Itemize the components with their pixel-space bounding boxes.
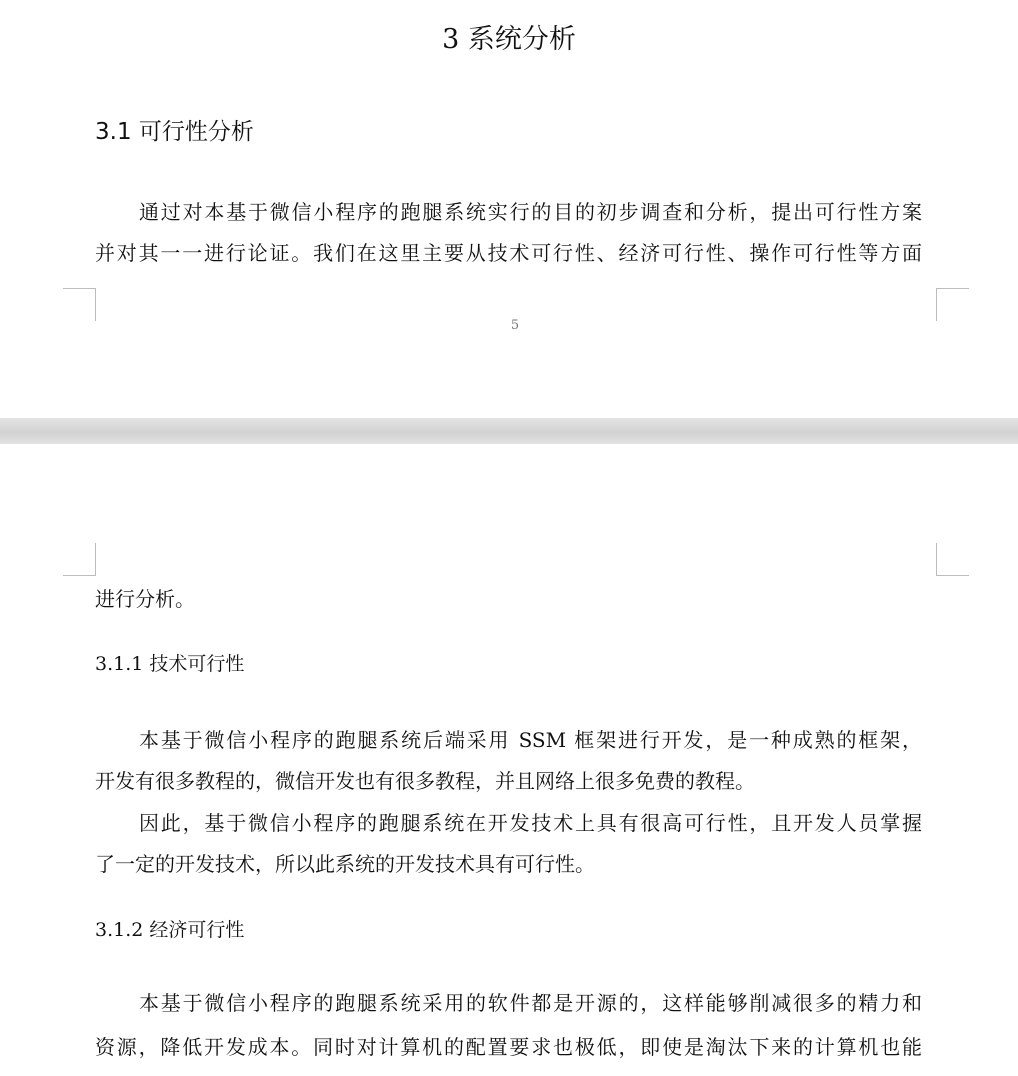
- paragraph-line: 通过对本基于微信小程序的跑腿系统实行的目的初步调查和分析，提出可行性方案: [139, 200, 922, 224]
- page-corner-mark: [936, 288, 969, 321]
- document-page-6: [0, 444, 1018, 1076]
- subsection-title: 3.1.1 技术可行性: [95, 653, 245, 675]
- paragraph-line: 本基于微信小程序的跑腿系统采用的软件都是开源的，这样能够削减很多的精力和: [139, 991, 922, 1015]
- paragraph-line: 了一定的开发技术，所以此系统的开发技术具有可行性。: [95, 852, 595, 876]
- page-corner-mark: [63, 288, 96, 321]
- paragraph-line: 进行分析。: [95, 587, 195, 611]
- page-number: 5: [510, 318, 520, 333]
- section-title: 3.1 可行性分析: [95, 119, 254, 145]
- paragraph-line: 本基于微信小程序的跑腿系统后端采用 SSM 框架进行开发，是一种成熟的框架，: [139, 728, 922, 752]
- paragraph-line: 资源，降低开发成本。同时对计算机的配置要求也极低，即使是淘汰下来的计算机也能: [95, 1035, 922, 1059]
- paragraph-line: 开发有很多教程的，微信开发也有很多教程，并且网络上很多免费的教程。: [95, 769, 755, 793]
- page-corner-mark: [936, 543, 969, 576]
- page-corner-mark: [63, 543, 96, 576]
- paragraph-line: 并对其一一进行论证。我们在这里主要从技术可行性、经济可行性、操作可行性等方面: [95, 241, 922, 265]
- page-separator: [0, 418, 1018, 444]
- paragraph-line: 因此，基于微信小程序的跑腿系统在开发技术上具有很高可行性，且开发人员掌握: [139, 811, 922, 835]
- subsection-title: 3.1.2 经济可行性: [95, 919, 245, 941]
- chapter-title: 3 系统分析: [442, 24, 576, 55]
- document-page-5: [0, 0, 1018, 418]
